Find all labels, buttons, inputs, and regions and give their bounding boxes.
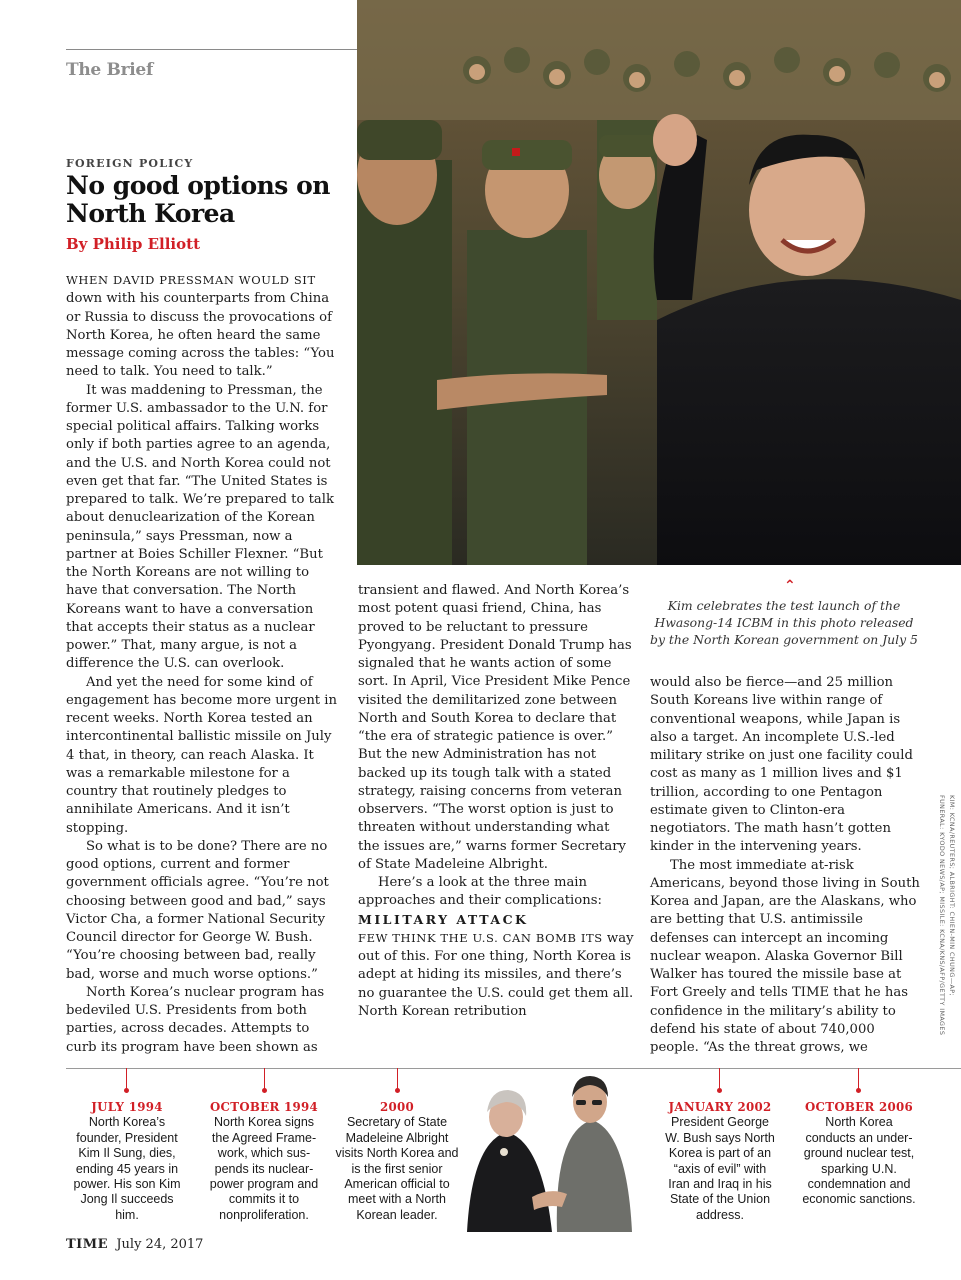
timeline-text: North Korea conducts an under-ground nuclear test, sparking U.N. condemnation and economic sanctions.	[802, 1115, 916, 1207]
section-title: The Brief	[66, 60, 153, 80]
issue-date: July 24, 2017	[116, 1237, 204, 1252]
paragraph: would also be fierce—and 25 million South Koreans live within range of conventional weapons, while Japan is also a target. An incomplete U.S.-led military strike on just one facility could cost as many as 1 million lives and $1 trillion, according to one Pentagon estimate given to Clinton-era negotiators. The math hasn’t gotten kinder in the intervening years.	[650, 675, 913, 855]
credit-line: KIM: KCNA/REUTERS; ALBRIGHT: CHIEN-MIN CHUNG—AP;	[948, 795, 956, 997]
timeline-item	[800, 1100, 918, 1208]
timeline-tick	[126, 1068, 127, 1090]
kicker: FOREIGN POLICY	[66, 157, 194, 170]
timeline-tick	[858, 1068, 859, 1090]
handshake-illustration	[462, 1072, 642, 1232]
lead-in: FEW THINK THE U.S. CAN BOMB ITS	[358, 930, 603, 945]
timeline-dot	[262, 1088, 267, 1093]
timeline-tick	[719, 1068, 720, 1090]
paragraph: Here’s a look at the three main approaches and their complications:	[358, 875, 602, 909]
photo-credits	[932, 795, 956, 1045]
timeline-date: JULY 1994	[91, 1100, 163, 1114]
timeline-dot	[124, 1088, 129, 1093]
paragraph: And yet the need for some kind of engagement has become more urgent in recent weeks. North Korea tested an intercontinental ballistic missile on July 4 that, in theory, can reach Alaska. It was a remarkable milestone for a country that routinely pledges to annihilate Americans. And it isn’t stopping.	[66, 674, 338, 836]
paragraph: transient and flawed. And North Korea’s most potent quasi friend, China, has proved to be reluctant to pressure Pyongyang. President Donald Trump has signaled that he wants action of some sort. In April, Vice President Mike Pence visited the demilitarized zone between North and South Korea to declare that “the era of strategic patience is over.” But the new Administration has not backed up its tough talk with a stated strategy, raising concerns from veteran observers. “The worst option is just to threaten without understanding what the issues are,” warns former Secretary of State Madeleine Albright.	[358, 583, 632, 872]
albright-kim-photo	[462, 1072, 642, 1232]
timeline-tick	[264, 1068, 265, 1090]
kim-celebration-photo	[357, 0, 961, 565]
page-footer	[66, 1237, 203, 1252]
article-column-1	[66, 271, 339, 1057]
timeline-date: OCTOBER 2006	[804, 1100, 914, 1114]
article-column-2	[358, 582, 634, 1021]
photo-caption: Kim celebrates the test launch of the Hwasong-14 ICBM in this photo released by the North Korean government on July 5	[650, 598, 918, 647]
lead-in: WHEN DAVID PRESSMAN WOULD SIT	[66, 273, 316, 287]
paragraph: The most immediate at-risk Americans, beyond those living in South Korea and Japan, are the Alaskans, who are betting that U.S. antimissile defenses can intercept an incoming nuclear weapon. Alaska Governor Bill Walker has toured the missile base at Fort Greely and tells TIME that he has confidence in the military’s ability to defend his state of about 740,000 people. “As the threat grows, we	[650, 857, 920, 1055]
paragraph: It was maddening to Pressman, the former U.S. ambassador to the U.N. for special political affairs. Talking works only if both parties agree to an agenda, and the U.S. and North Korea could not even get that far. “The United States is prepared to talk. We’re prepared to talk about denuclearization of the Korean peninsula,” says Pressman, now a partner at Boies Schiller Flexner. “But the North Koreans are not willing to have that conversation. The North Koreans want to have a conversation that accepts their status as a nuclear power.” That, many argue, is not a difference the U.S. can overlook.	[66, 382, 334, 672]
timeline-rule	[66, 1068, 961, 1069]
timeline-date: OCTOBER 1994	[209, 1100, 319, 1114]
timeline-text: President George W. Bush says North Korea is part of an “axis of evil” with Iran and Iraq in his State of the Union address.	[665, 1115, 775, 1222]
timeline-dot	[395, 1088, 400, 1093]
paragraph: way out of this. For one thing, North Korea is adept at hiding its missiles, and there’s no guarantee the U.S. could get them all. North Korean retribution	[358, 930, 634, 1019]
timeline-item	[68, 1100, 186, 1223]
paragraph: North Korea’s nuclear program has bedeviled U.S. Presidents from both parties, across decades. Attempts to curb its program have been shown as	[66, 984, 325, 1055]
paragraph: down with his counterparts from China or Russia to discuss the provocations of North Korea, he often heard the same message coming across the tables: “You need to talk. You need to talk.”	[66, 291, 335, 380]
timeline-text: North Korea’s founder, President Kim Il Sung, dies, ending 45 years in power. His son Kim Jong Il succeeds him.	[73, 1115, 181, 1222]
timeline-date: 2000	[379, 1100, 415, 1114]
timeline-dot	[856, 1088, 861, 1093]
top-rule	[66, 49, 358, 50]
timeline-text: Secretary of State Madeleine Albright visits North Korea and is the first senior American official to meet with a North Korean leader.	[335, 1115, 459, 1222]
magazine-name: TIME	[66, 1237, 109, 1252]
timeline-dot	[717, 1088, 722, 1093]
timeline-item	[665, 1100, 775, 1223]
credit-line: FUNERAL: KYODO NEWS/AP; MISSILE: KCNA/KNS/AFP/GETTY IMAGES	[938, 795, 946, 1036]
article-column-3	[650, 674, 922, 1057]
timeline-date: JANUARY 2002	[668, 1100, 772, 1114]
photo-illustration	[357, 0, 961, 565]
subhead: MILITARY ATTACK	[358, 911, 529, 927]
timeline-item	[334, 1100, 460, 1223]
caret-up-icon: ⌃	[784, 578, 796, 594]
headline: No good options on North Korea	[66, 171, 330, 228]
timeline-text: North Korea signs the Agreed Frame-work, which sus-pends its nuclear-power program and commits it to nonproliferation.	[209, 1115, 319, 1222]
timeline-tick	[397, 1068, 398, 1090]
byline: By Philip Elliott	[66, 235, 200, 253]
paragraph: So what is to be done? There are no good options, current and former government officials agree. “You’re not choosing between good and bad,” says Victor Cha, a former National Security Council director for George W. Bush. “You’re choosing between bad, really bad, worse and much worse options.”	[66, 838, 329, 982]
timeline-item	[208, 1100, 320, 1223]
